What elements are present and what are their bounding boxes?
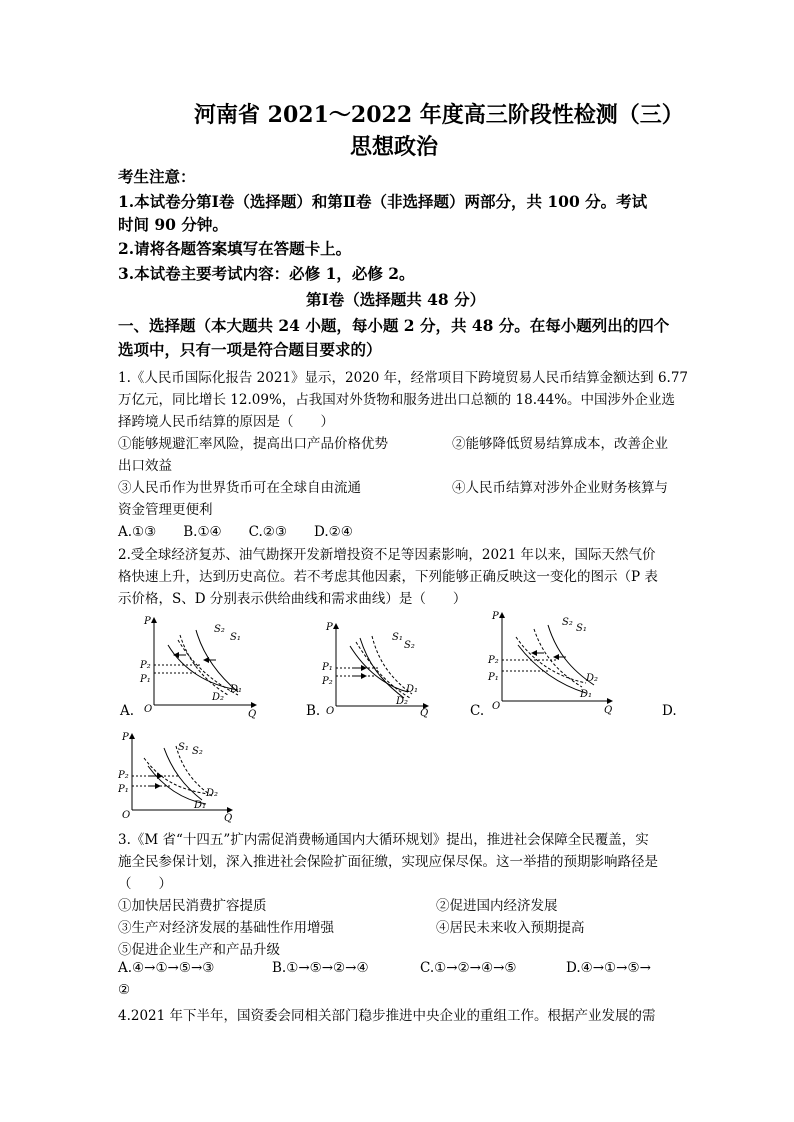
svg-text:S₂: S₂ — [214, 624, 225, 635]
svg-text:D₁: D₁ — [194, 800, 207, 811]
q1-option-2: ②能够降低贸易结算成本，改善企业 — [452, 436, 668, 452]
graph-c — [486, 605, 621, 717]
q3-option-5: ⑤促进企业生产和产品升级 — [118, 942, 280, 958]
svg-text:S₁: S₁ — [576, 623, 587, 634]
notice-heading: 考生注意： — [118, 167, 196, 186]
q3-option-3: ③生产对经济发展的基础性作用增强 — [118, 920, 334, 936]
svg-text:P₁: P₁ — [118, 784, 129, 795]
graph-a-label: A. — [120, 703, 135, 719]
q3-stem: 3.《M 省“十四五”扩内需促消费畅通国内大循环规划》提出，推进社会保障全民覆盖，实 — [118, 832, 649, 848]
q1-option-4-cont: 资金管理更便利 — [118, 502, 213, 518]
svg-text:S₁: S₁ — [178, 742, 189, 753]
svg-text:S₁: S₁ — [392, 632, 403, 643]
svg-text:S₂: S₂ — [562, 617, 573, 628]
section-instructions-cont: 选项中，只有一项是符合题目要求的） — [118, 340, 382, 359]
q3-answer-c: C.①→②→④→⑤ — [420, 960, 517, 976]
svg-text:D₂: D₂ — [212, 692, 225, 703]
graph-a — [138, 610, 268, 720]
q1-stem-2: 万亿元，同比增长 12.09%，占我国对外货物和服务进出口总额的 18.44%。中国涉外企业选 — [118, 392, 676, 408]
q1-option-4: ④人民币结算对涉外企业财务核算与 — [452, 480, 668, 496]
q3-answer-d-cont: ② — [118, 982, 131, 998]
svg-text:P₁: P₁ — [322, 662, 333, 673]
q1-option-2-cont: 出口效益 — [118, 458, 172, 474]
graph-d — [118, 728, 243, 823]
svg-text:S₁: S₁ — [230, 632, 241, 643]
notice-item-3: 3.本试卷主要考试内容：必修 1，必修 2。 — [118, 264, 415, 283]
svg-text:Q: Q — [604, 705, 613, 716]
svg-text:D₂: D₂ — [586, 673, 599, 684]
svg-text:P₂: P₂ — [488, 655, 499, 666]
svg-text:P₁: P₁ — [140, 674, 151, 685]
section-instructions: 一、选择题（本大题共 24 小题，每小题 2 分，共 48 分。在每小题列出的四个 — [118, 316, 670, 335]
section-title: 第Ⅰ卷（选择题共 48 分） — [306, 290, 486, 309]
q1-option-1: ①能够规避汇率风险，提高出口产品价格优势 — [118, 436, 388, 452]
svg-text:P₁: P₁ — [488, 672, 499, 683]
svg-text:D₂: D₂ — [206, 788, 219, 799]
q4-stem: 4.2021 年下半年，国资委会同相关部门稳步推进中央企业的重组工作。根据产业发展的需 — [118, 1008, 656, 1024]
q2-stem-2: 格快速上升，达到历史高位。若不考虑其他因素，下列能够正确反映这一变化的图示（P 表 — [118, 569, 658, 585]
svg-text:D₂: D₂ — [396, 696, 409, 707]
q2-stem-3: 示价格，S、D 分别表示供给曲线和需求曲线）是（ ） — [118, 591, 467, 607]
svg-text:O: O — [326, 706, 335, 717]
svg-text:P₂: P₂ — [140, 660, 151, 671]
notice-item-1-cont: 时间 90 分钟。 — [118, 215, 228, 234]
svg-text:P₂: P₂ — [118, 770, 129, 781]
q3-answer-d: D.④→①→⑤→ — [566, 960, 651, 976]
q1-stem-3: 择跨境人民币结算的原因是（ ） — [118, 414, 334, 430]
graph-d-label: D. — [662, 703, 677, 719]
q3-stem-3: （ ） — [118, 876, 172, 892]
svg-text:P₂: P₂ — [322, 676, 333, 687]
svg-text:D₁: D₁ — [230, 684, 243, 695]
graph-b — [320, 618, 435, 718]
subject-title: 思想政治 — [350, 134, 439, 160]
notice-item-1: 1.本试卷分第Ⅰ卷（选择题）和第Ⅱ卷（非选择题）两部分，共 100 分。考试 — [118, 192, 648, 211]
q1-answers: A.①③ B.①④ C.②③ D.②④ — [118, 524, 353, 540]
svg-text:P: P — [326, 622, 333, 633]
graph-b-label: B. — [306, 703, 321, 719]
q3-option-1: ①加快居民消费扩容提质 — [118, 898, 267, 914]
q3-option-2: ②促进国内经济发展 — [436, 898, 558, 914]
svg-text:O: O — [144, 704, 153, 715]
svg-text:P: P — [144, 616, 151, 627]
svg-text:D₁: D₁ — [580, 689, 593, 700]
q1-stem: 1.《人民币国际化报告 2021》显示，2020 年，经常项目下跨境贸易人民币结算金额达到 6.77 — [118, 370, 689, 386]
svg-text:D₁: D₁ — [406, 684, 419, 695]
q3-answer-a: A.④→①→⑤→③ — [118, 960, 215, 976]
graph-c-label: C. — [470, 703, 485, 719]
q1-option-3: ③人民币作为世界货币可在全球自由流通 — [118, 480, 361, 496]
svg-text:S₂: S₂ — [192, 746, 203, 757]
svg-text:Q: Q — [420, 708, 429, 718]
exam-title: 河南省 2021～2022 年度高三阶段性检测（三） — [194, 102, 684, 128]
q3-answer-b: B.①→⑤→②→④ — [272, 960, 369, 976]
svg-text:P: P — [122, 732, 129, 743]
svg-text:Q: Q — [248, 709, 257, 720]
q3-option-4: ④居民未来收入预期提高 — [436, 920, 585, 936]
svg-text:O: O — [122, 810, 131, 821]
notice-item-2: 2.请将各题答案填写在答题卡上。 — [118, 239, 352, 258]
svg-text:P: P — [492, 611, 499, 622]
q3-stem-2: 施全民参保计划，深入推进社会保险扩面征缴，实现应保尽保。这一举措的预期影响路径是 — [118, 854, 658, 870]
svg-text:O: O — [492, 701, 501, 712]
svg-text:Q: Q — [224, 813, 233, 823]
svg-text:S₂: S₂ — [404, 640, 415, 651]
q2-stem: 2.受全球经济复苏、油气勘探开发新增投资不足等因素影响，2021 年以来，国际天然气价 — [118, 547, 656, 563]
